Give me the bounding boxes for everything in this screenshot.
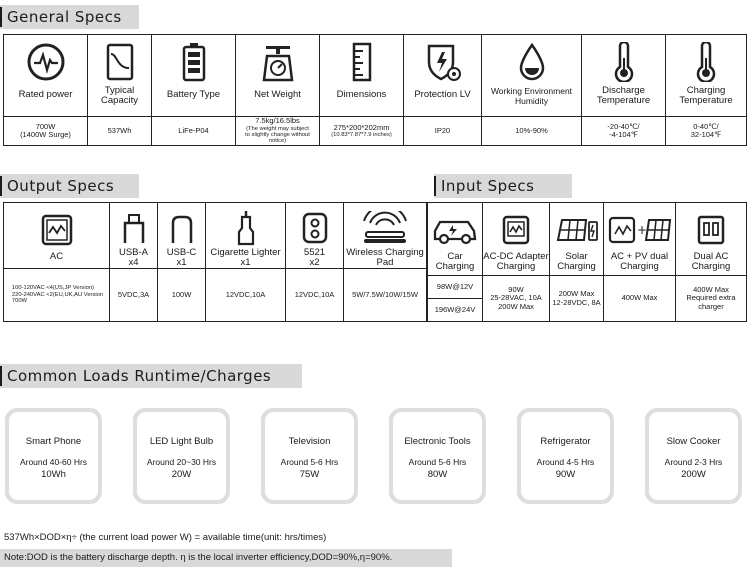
spec-rated-power: Rated power 700W (1400W Surge) bbox=[4, 35, 88, 145]
input-solar: Solar Charging 200W Max 12-28VDC, 8A bbox=[550, 203, 604, 321]
dod-note: Note:DOD is the battery discharge depth. η is the local inverter efficiency,DOD=90%,η=90%. bbox=[0, 549, 452, 567]
shield-icon bbox=[425, 40, 461, 84]
ac-pv-icon bbox=[608, 208, 672, 252]
load-card: Electronic Tools Around 5-6 Hrs 80W bbox=[389, 408, 486, 504]
output-input-specs-table bbox=[3, 202, 747, 322]
dual-ac-icon bbox=[696, 208, 726, 252]
load-card: Smart Phone Around 40-60 Hrs 10Wh bbox=[5, 408, 102, 504]
thermometer-icon bbox=[694, 40, 718, 84]
usb-c-icon bbox=[168, 208, 196, 248]
spec-capacity: Typical Capacity 537Wh bbox=[88, 35, 152, 145]
cigarette-lighter-icon bbox=[235, 208, 257, 248]
output-usb-a: USB-A x4 5VDC,3A bbox=[110, 203, 158, 321]
water-drop-icon bbox=[517, 40, 547, 84]
spec-dimensions: Dimensions 275*200*202mm (10.83*7.87*7.9 inches) bbox=[320, 35, 404, 145]
input-specs-title: Input Specs bbox=[441, 177, 535, 195]
spec-humidity: Working Environment Humidity 10%-90% bbox=[482, 35, 582, 145]
scale-icon bbox=[258, 40, 298, 84]
wireless-pad-icon bbox=[360, 208, 410, 248]
output-ac: AC 100-120VAC <4(US,JP Version) 220-240VAC <2(EU,UK,AU Version 700W bbox=[4, 203, 110, 321]
power-meter-icon bbox=[26, 40, 66, 84]
output-cigarette: Cigarette Lighter x1 12VDC,10A bbox=[206, 203, 286, 321]
spec-charging-temp: Charging Temperature 0-40℃/ 32-104℉ bbox=[666, 35, 746, 145]
spec-weight: Net Weight 7.5kg/16.5lbs (The weight may subject to slightly change without notice) bbox=[236, 35, 320, 145]
thermometer-icon bbox=[612, 40, 636, 84]
loads-title: Common Loads Runtime/Charges bbox=[7, 367, 272, 385]
load-card: Slow Cooker Around 2-3 Hrs 200W bbox=[645, 408, 742, 504]
loads-heading bbox=[0, 364, 302, 388]
load-card: Refrigerator Around 4-5 Hrs 90W bbox=[517, 408, 614, 504]
output-specs-title: Output Specs bbox=[7, 177, 115, 195]
capacity-curve-icon bbox=[105, 40, 135, 84]
runtime-formula: 537Wh×DOD×η÷ (the current load power W) = available time(unit: hrs/times) bbox=[4, 532, 327, 543]
output-usb-c: USB-C x1 100W bbox=[158, 203, 206, 321]
svg-text:+: + bbox=[636, 223, 647, 237]
output-specs-heading bbox=[0, 174, 139, 198]
ruler-icon bbox=[351, 40, 373, 84]
solar-panel-icon bbox=[554, 208, 600, 252]
general-specs-title: General Specs bbox=[7, 8, 122, 26]
input-specs-heading bbox=[434, 174, 572, 198]
spec-protection: Protection LV IP20 bbox=[404, 35, 482, 145]
output-wireless: Wireless Charging Pad 5W/7.5W/10W/15W bbox=[344, 203, 428, 321]
load-card: LED Light Bulb Around 20~30 Hrs 20W bbox=[133, 408, 230, 504]
input-ac-pv: + AC + PV dual Charging 400W Max bbox=[604, 203, 676, 321]
input-car: Car Charging 98W@12V 196W@24V bbox=[428, 203, 483, 321]
input-dual-ac: Dual AC Charging 400W Max Required extra charger bbox=[676, 203, 746, 321]
battery-icon bbox=[181, 40, 207, 84]
ac-outlet-icon bbox=[40, 208, 74, 252]
usb-a-icon bbox=[120, 208, 148, 248]
spec-battery: Battery Type LiFe-P04 bbox=[152, 35, 236, 145]
dc5521-icon bbox=[301, 208, 329, 248]
spec-discharge-temp: Discharge Temperature -20-40℃/ -4-104℉ bbox=[582, 35, 666, 145]
general-specs-table bbox=[3, 34, 747, 146]
adapter-icon bbox=[501, 208, 531, 252]
car-icon bbox=[432, 208, 478, 252]
input-acdc: AC-DC Adapter Charging 90W 25-28VAC, 10A 200W Max bbox=[483, 203, 550, 321]
output-5521: 5521 x2 12VDC,10A bbox=[286, 203, 344, 321]
general-specs-heading bbox=[0, 5, 139, 29]
load-card: Television Around 5-6 Hrs 75W bbox=[261, 408, 358, 504]
